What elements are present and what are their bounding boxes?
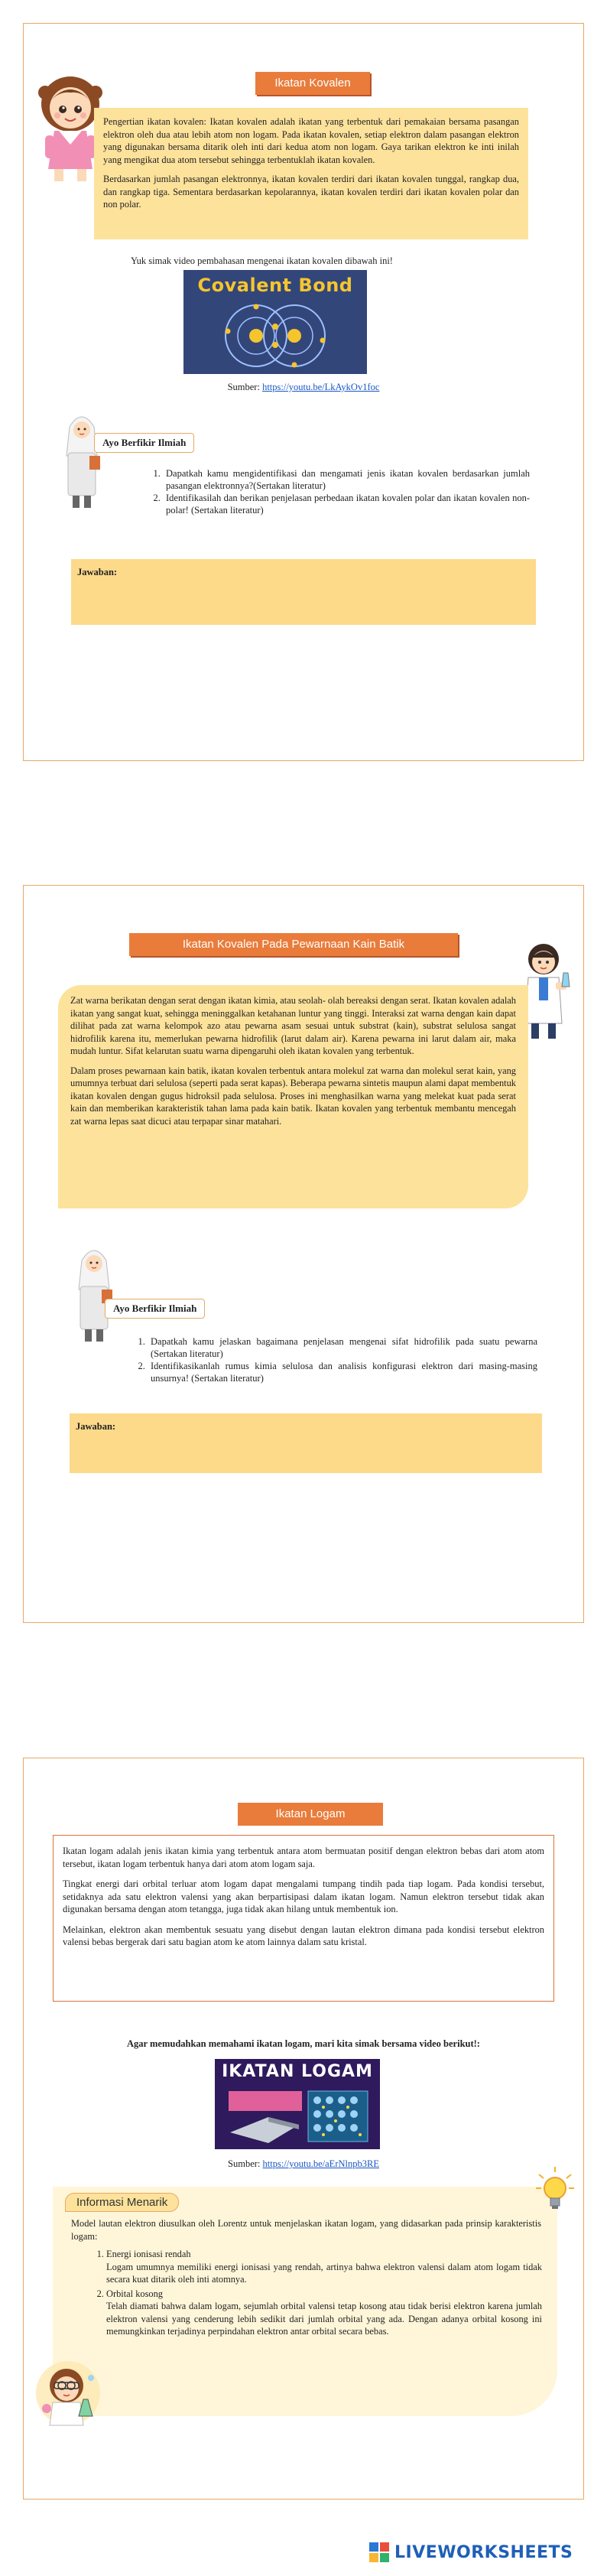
question-list [148,467,530,516]
liveworksheets-brand: LIVEWORKSHEETS [394,2542,573,2562]
types-paragraph: Berdasarkan jumlah pasangan elektronnya, ikatan kovalen terdiri dari ikatan kovalen tunggal, rangkap dua, dan rangkap tiga. Sementara berdasarkan kepolarannya, ikatan kovalen terdiri dari ikatan kovalen polar dan non polar. [103,174,519,210]
video-title: Covalent Bond [197,275,353,296]
logam-paragraph-3: Melainkan, elektron akan membentuk sesuatu yang disebut dengan lautan elektron dimana pada kondisi tersebut elektron valensi bebas bergerak dari satu bagian atom ke atom lainnya dalam satu kristal. [63,1924,544,1947]
hijab-student-icon [59,410,105,509]
ayo-berfikir-label: Ayo Berfikir Ilmiah [105,1299,205,1319]
hijab-student-icon [71,1244,117,1343]
logam-paragraph-1: Ikatan logam adalah jenis ikatan kimia yang terbentuk antara atom bermuatan positif dengan elektron bebas dari atom atom tersebut, ikatan logam terbentuk hanya dari atom atom logam saja. [63,1846,544,1869]
source-link[interactable]: https://youtu.be/aErNlnpb3RE [262,2158,379,2169]
page-ikatan-logam [23,1758,584,2500]
answer-field[interactable] [70,1413,542,1473]
question-item: 1. Dapatkah kamu jelaskan bagaimana penjelasan mengenai sifat hidrofilik pada suatu pewarna (Sertakan literatur) [148,1335,537,1360]
answer-field[interactable] [71,559,536,625]
info-item [106,2288,542,2338]
info-intro: Model lautan elektron diusulkan oleh Lorentz untuk menjelaskan ikatan logam, yang didasarkan pada prinsip karakteristis logam: [71,2218,541,2242]
lightbulb-icon [534,2165,576,2213]
metal-lattice-icon [222,2086,372,2146]
source-link[interactable]: https://youtu.be/LkAykOv1foc [262,382,380,392]
video-source [24,2158,583,2170]
info-list [91,2248,542,2338]
question-list [132,1335,537,1384]
video-intro: Yuk simak video pembahasan mengenai ikatan kovalen dibawah ini! [131,255,393,266]
liveworksheets-footer [368,2542,573,2563]
source-label: Sumber: [227,382,263,392]
section-title: Ikatan Kovalen Pada Pewarnaan Kain Batik [129,933,458,956]
batik-paragraph-1: Zat warna berikatan dengan serat dengan ikatan kimia, atau seolah- olah bereaksi dengan serat. Ikatan kovalen adalah ikatan yang sangat kuat, sehingga meninggalkan ketahanan luntur yang tinggi. Interaksi zat warna dengan kain dapat dilihat pada zat warna kelompok azo atau pewarna asam sesuai untuk substrat (kain), substrat selulosa sangat hidrofilik karena itu, memerlukan pewarna hidrofilik (larut dalam air). Karena pewarna ini larut dalam air, maka mudah luntur. Sifat kelarutan suatu warna dipengaruhi oleh ikatan kovalen yang terbentuk. [70,995,516,1056]
answer-label: Jawaban: [76,1421,116,1432]
question-item: 2. Identifikasikanlah rumus kimia selulosa dan analisis konfigurasi elektron dari masing-masing unsurnya! (Sertakan literatur) [148,1360,537,1384]
question-item: 1. Dapatkah kamu mengidentifikasi dan mengamati jenis ikatan kovalen berdasarkan jumlah pasangan elektronnya?(Sertakan literatur) [163,467,530,492]
info-item-head: 1. Energi ionisasi rendah [106,2249,191,2259]
info-title-text: Informasi Menarik [76,2196,168,2209]
logam-paragraph-2: Tingkat energi dari orbital terluar atom logam dapat mengalami tumpang tindih pada tiap logam. Pada kondisi tersebut, setidaknya ada satu elektron valensi yang akan berpartisipasi dalam ikatan logam. Namun elektron tersebut tidak akan digunakan bersama dengan atom tetangga, juga tidak akan hilang untuk membentuk ion. [63,1878,544,1914]
batik-paragraph-2: Dalam proses pewarnaan kain batik, ikatan kovalen terbentuk antara molekul zat warna dan molekul serat kain, yang umumnya terbuat dari selulosa (seperti pada serat kapas). Beberapa pewarna sintetis maupun alami dapat membentuk ikatan kovalen dengan gugus hidroksil pada selulosa. Proses ini menghasilkan warna yang melekat kuat pada serat kain dan memberikan karakteristik tahan lama pada kain batik. Ikatan kovalen yang terbentuk membantu mencegah zat warna lepas saat dicuci atau terpapar sinar matahari. [70,1065,516,1127]
video-intro: Agar memudahkan memahami ikatan logam, mari kita simak bersama video berikut!: [127,2038,480,2049]
source-label: Sumber: [228,2158,263,2169]
ikatan-logam-box [53,1835,554,2002]
informasi-menarik-title [65,2193,179,2212]
page-pewarnaan-batik [23,885,584,1623]
ayo-berfikir-label: Ayo Berfikir Ilmiah [94,433,194,453]
batik-info-box [58,985,528,1208]
scientist-child-icon [31,2355,105,2431]
atom-diagram-icon [214,301,336,371]
info-item [106,2248,542,2286]
page-ikatan-kovalen [23,23,584,761]
info-item-head: 2. Orbital kosong [106,2288,163,2299]
definition-paragraph: Pengertian ikatan kovalen: Ikatan kovalen adalah ikatan yang terbentuk dari pemakaian bersama pasangan elektron oleh dua atau lebih atom non logam. Pada ikatan kovalen, setiap elektron dalam pasangan elektron yang digunakan bersama ditarik oleh inti dari kedua atom non logam. Gaya tarikan elektron ke inti inilah yang mengikat dua atom tersebut sehingga terbentuklah ikatan kovalen. [103,116,519,165]
info-item-body: Telah diamati bahwa dalam logam, sejumlah orbital valensi tetap kosong atau tidak berisi elektron karena jumlah elektron valensi yang cenderung lebih sedikit dari jumlah orbital yang ada. Dengan adanya orbital kosong ini memungkinkan terjadinya perpindahan elektron antar orbital secara bebas. [106,2301,542,2337]
question-item: 2. Identifikasilah dan berikan penjelasan perbedaan ikatan kovalen polar dan ikatan kovalen non-polar! (Sertakan literatur) [163,492,530,516]
section-title: Ikatan Logam [238,1803,383,1826]
covalent-bond-video[interactable] [183,270,367,374]
liveworksheets-logo-icon [368,2542,390,2563]
section-title: Ikatan Kovalen [255,72,370,95]
video-source [24,382,583,393]
definition-box [94,108,528,239]
video-title: IKATAN LOGAM [222,2062,373,2081]
answer-label: Jawaban: [77,567,118,577]
ikatan-logam-video[interactable] [215,2059,380,2149]
info-item-body: Logam umumnya memiliki energi ionisasi yang rendah, artinya bahwa elektron valensi dalam atom logam tidak secara kuat ditarik oleh inti atomnya. [106,2261,542,2285]
